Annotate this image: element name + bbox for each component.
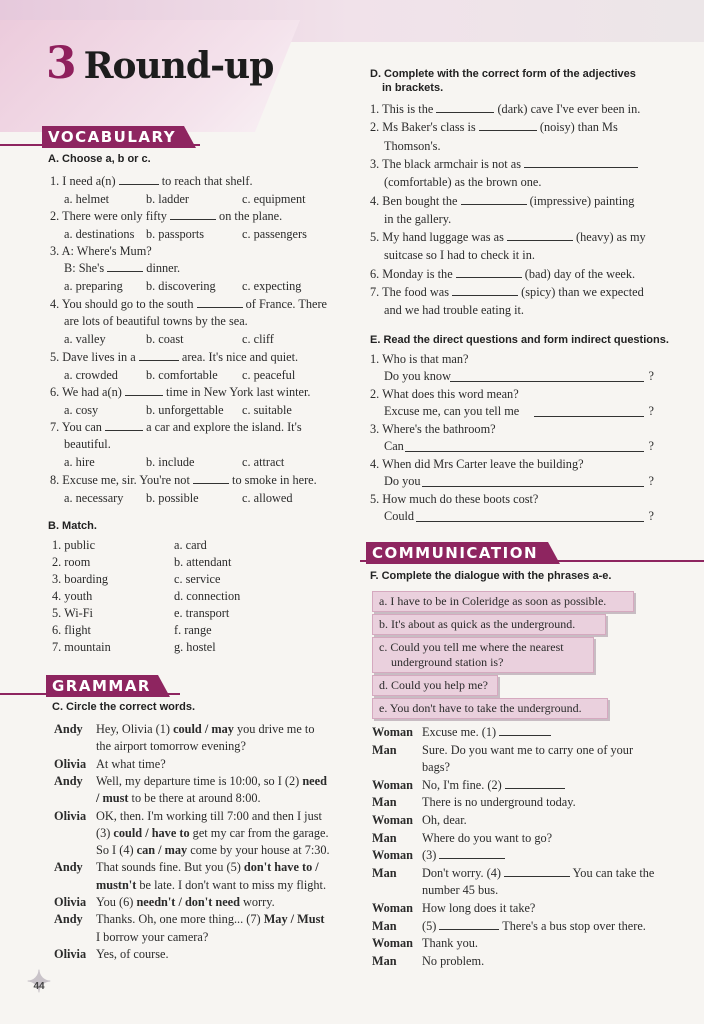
dialogue-text: You can take the bbox=[570, 865, 655, 880]
question-text: a car and explore the island. It's bbox=[143, 420, 302, 434]
dialogue-line-11 bbox=[422, 901, 535, 916]
vocab-question-4-cont: are lots of beautiful towns by the sea. bbox=[64, 314, 248, 328]
dialogue-text: come by your house at 7:30. bbox=[187, 843, 330, 858]
question-text: B: She's bbox=[64, 261, 108, 275]
dialogue-line-3 bbox=[422, 760, 450, 775]
grammar-line-13 bbox=[96, 930, 208, 945]
option-6-a: a. cosy bbox=[64, 403, 99, 417]
sentence-text: (noisy) than Ms bbox=[536, 120, 618, 135]
adjective-line-1 bbox=[370, 102, 640, 117]
option-8-c: c. allowed bbox=[242, 491, 293, 505]
match-right-d: d. connection bbox=[174, 589, 241, 603]
choice-options: need bbox=[302, 773, 327, 788]
indirect-answer-5 bbox=[384, 509, 654, 524]
dialogue-text: Well, my departure time is 10:00, so I (2) bbox=[96, 773, 303, 788]
dialogue-line-12 bbox=[422, 919, 646, 934]
indirect-answer-1 bbox=[384, 369, 654, 384]
grammar-line-8 bbox=[96, 843, 330, 858]
dialogue-text: That sounds fine. But you (5) bbox=[96, 860, 244, 875]
dialogue-text: Thanks. Oh, one more thing... (7) bbox=[96, 912, 264, 927]
answer-start: Could bbox=[384, 509, 415, 523]
answer-blank bbox=[422, 476, 644, 487]
speaker-man: Man bbox=[372, 742, 397, 757]
adjective-line-10 bbox=[370, 267, 635, 282]
question-text: 2. There were only fifty bbox=[50, 209, 170, 223]
sentence-text: 1. This is the bbox=[370, 102, 434, 116]
instruction-b: B. Match. bbox=[48, 520, 97, 532]
dialogue-text: number 45 bus. bbox=[422, 883, 499, 898]
speaker-woman: Woman bbox=[372, 725, 413, 739]
dialogue-text: Yes, of course. bbox=[96, 946, 169, 961]
speaker-woman: Woman bbox=[372, 777, 413, 792]
option-5-c: c. peaceful bbox=[242, 368, 296, 382]
sentence-text: 7. The food was bbox=[370, 285, 450, 299]
sentence-text: (bad) day of the week. bbox=[521, 266, 636, 281]
answer-blank bbox=[119, 174, 159, 185]
dialogue-text: (3) bbox=[422, 848, 437, 863]
vocab-question-2 bbox=[50, 209, 282, 224]
question-mark: ? bbox=[648, 369, 654, 383]
vocab-question-7 bbox=[50, 420, 302, 435]
option-8-a: a. necessary bbox=[64, 491, 124, 505]
grammar-line-9 bbox=[96, 860, 319, 875]
speaker-andy: Andy bbox=[54, 773, 83, 788]
match-right-e: e. transport bbox=[174, 606, 230, 620]
answer-blank bbox=[461, 194, 527, 205]
vocabulary-heading: VOCABULARY bbox=[42, 126, 184, 148]
question-text: 3. A: Where's Mum? bbox=[50, 244, 152, 258]
dialogue-text: There is no underground today. bbox=[422, 795, 576, 810]
option-3-b: b. discovering bbox=[146, 279, 216, 293]
dialogue-line-6 bbox=[422, 813, 467, 828]
match-right-c: c. service bbox=[174, 572, 221, 586]
dialogue-line-9 bbox=[422, 866, 654, 881]
answer-blank bbox=[534, 406, 644, 417]
dialogue-text: worry. bbox=[239, 895, 275, 909]
option-6-c: c. suitable bbox=[242, 403, 292, 417]
speaker-man: Man bbox=[372, 795, 397, 810]
dialogue-text: There's a bus stop over there. bbox=[499, 918, 646, 933]
dialogue-line-7 bbox=[422, 831, 552, 846]
option-4-a: a. valley bbox=[64, 332, 106, 346]
dialogue-text: You (6) bbox=[96, 895, 137, 909]
answer-blank bbox=[504, 866, 570, 877]
choice-options: / must bbox=[96, 791, 129, 806]
answer-blank bbox=[105, 420, 143, 431]
vocab-question-8 bbox=[50, 473, 317, 488]
speaker-man: Man bbox=[372, 918, 397, 933]
question-text: 4. You should go to the south bbox=[50, 297, 197, 311]
question-text: 1. I need a(n) bbox=[50, 174, 119, 188]
adjective-line-2 bbox=[370, 120, 618, 135]
grammar-line-2 bbox=[96, 739, 246, 754]
dialogue-text: Excuse me. (1) bbox=[422, 725, 497, 739]
sentence-text: in the gallery. bbox=[384, 211, 452, 226]
adjective-line-11 bbox=[370, 285, 644, 300]
dialogue-line-5 bbox=[422, 795, 576, 810]
answer-start: Do you bbox=[384, 474, 421, 488]
grammar-line-1 bbox=[96, 722, 314, 737]
choice-options: mustn't bbox=[96, 877, 137, 892]
grammar-line-10 bbox=[96, 878, 326, 893]
sentence-text: 5. My hand luggage was as bbox=[370, 230, 504, 245]
answer-start: Excuse me, can you tell me bbox=[384, 404, 520, 418]
option-7-c: c. attract bbox=[242, 455, 285, 469]
speaker-woman: Woman bbox=[372, 936, 413, 951]
vocab-question-7-cont: beautiful. bbox=[64, 437, 111, 451]
match-left-2: 2. room bbox=[52, 555, 91, 569]
grammar-line-12 bbox=[96, 912, 324, 927]
adjective-line-6 bbox=[370, 194, 634, 209]
direct-question-5: 5. How much do these boots cost? bbox=[370, 492, 539, 506]
option-8-b: b. possible bbox=[146, 491, 199, 505]
sentence-text: suitcase so I had to check it in. bbox=[384, 248, 535, 263]
dialogue-text: OK, then. I'm working till 7:00 and then I just bbox=[96, 808, 322, 823]
answer-blank bbox=[499, 725, 551, 736]
option-5-b: b. comfortable bbox=[146, 368, 218, 382]
answer-start: Do you know bbox=[384, 369, 451, 383]
unit-number: 3 bbox=[46, 38, 76, 89]
grammar-line-5 bbox=[96, 791, 261, 806]
match-left-1: 1. public bbox=[52, 538, 96, 552]
dialogue-text: No, I'm fine. (2) bbox=[422, 777, 502, 792]
instruction-f: F. Complete the dialogue with the phrases a-e. bbox=[370, 570, 612, 582]
option-4-b: b. coast bbox=[146, 332, 184, 346]
dialogue-text: Thank you. bbox=[422, 936, 479, 951]
option-4-c: c. cliff bbox=[242, 332, 274, 346]
speaker-olivia: Olivia bbox=[54, 895, 87, 909]
answer-blank bbox=[416, 511, 644, 522]
option-6-b: b. unforgettable bbox=[146, 403, 224, 417]
dialogue-line-1 bbox=[422, 725, 551, 740]
speaker-woman: Woman bbox=[372, 813, 413, 827]
grammar-line-14 bbox=[96, 947, 169, 962]
dialogue-text: At what time? bbox=[96, 756, 166, 771]
match-right-g: g. hostel bbox=[174, 640, 216, 654]
choice-options: don't have to / bbox=[243, 860, 319, 875]
phrase-b: b. It's about as quick as the underground. bbox=[372, 614, 606, 635]
dialogue-line-10 bbox=[422, 883, 498, 898]
choice-options: could / have to bbox=[113, 825, 190, 840]
sentence-text: (impressive) painting bbox=[526, 193, 635, 208]
answer-blank bbox=[436, 102, 494, 113]
speaker-man: Man bbox=[372, 953, 397, 968]
dialogue-text: the airport tomorrow evening? bbox=[96, 739, 246, 754]
option-2-c: c. passengers bbox=[242, 227, 307, 241]
option-5-a: a. crowded bbox=[64, 368, 118, 382]
grammar-line-7 bbox=[96, 826, 329, 841]
sentence-text: Thomson's. bbox=[384, 138, 441, 153]
question-mark: ? bbox=[648, 509, 654, 523]
match-left-3: 3. boarding bbox=[52, 572, 109, 586]
question-text: to reach that shelf. bbox=[158, 174, 253, 188]
sentence-text: 4. Ben bought the bbox=[370, 193, 458, 208]
direct-question-4: 4. When did Mrs Carter leave the building? bbox=[370, 457, 584, 471]
option-1-b: b. ladder bbox=[146, 192, 190, 206]
question-text: 8. Excuse me, sir. You're not bbox=[50, 473, 193, 487]
adjective-line-12 bbox=[384, 303, 524, 318]
answer-blank bbox=[405, 441, 644, 452]
question-text: 5. Dave lives in a bbox=[50, 350, 139, 364]
unit-title: Round-up bbox=[83, 45, 274, 87]
instruction-c: C. Circle the correct words. bbox=[52, 701, 196, 713]
speaker-andy: Andy bbox=[54, 912, 83, 927]
adjective-line-9 bbox=[384, 248, 535, 263]
speaker-andy: Andy bbox=[54, 860, 83, 875]
adjective-line-7 bbox=[384, 212, 451, 227]
option-7-b: b. include bbox=[146, 455, 195, 469]
question-text: area. It's nice and quiet. bbox=[178, 350, 299, 364]
sentence-text: (heavy) as my bbox=[572, 230, 646, 245]
sentence-text: and we had trouble eating it. bbox=[384, 303, 525, 318]
dialogue-line-14 bbox=[422, 954, 484, 969]
speaker-man: Man bbox=[372, 865, 397, 880]
match-right-b: b. attendant bbox=[174, 555, 232, 569]
adjective-line-5 bbox=[384, 175, 541, 190]
choice-options: May / Must bbox=[263, 912, 325, 927]
dialogue-line-4 bbox=[422, 778, 565, 793]
page-number: ✦ 44 bbox=[24, 972, 54, 1002]
indirect-answer-3 bbox=[384, 439, 654, 454]
choice-options: needn't / don't need bbox=[136, 895, 240, 909]
answer-blank bbox=[170, 209, 216, 220]
dialogue-text: Where do you want to go? bbox=[422, 830, 553, 845]
option-1-a: a. helmet bbox=[64, 192, 110, 206]
vocab-question-3-b bbox=[64, 261, 180, 276]
option-1-c: c. equipment bbox=[242, 192, 306, 206]
question-text: on the plane. bbox=[215, 209, 283, 223]
answer-blank bbox=[479, 120, 537, 131]
dialogue-line-2 bbox=[422, 743, 633, 758]
sentence-text: (comfortable) as the brown one. bbox=[384, 175, 542, 190]
speaker-olivia: Olivia bbox=[54, 946, 87, 961]
dialogue-line-13 bbox=[422, 936, 478, 951]
speaker-woman: Woman bbox=[372, 901, 413, 915]
sentence-text: 3. The black armchair is not as bbox=[370, 156, 522, 171]
dialogue-text: So I (4) bbox=[96, 843, 137, 858]
question-text: time in New York last winter. bbox=[162, 385, 311, 399]
phrase-d: d. Could you help me? bbox=[372, 675, 498, 696]
instruction-d-1: D. Complete with the correct form of the adjectives bbox=[370, 68, 636, 80]
match-left-5: 5. Wi-Fi bbox=[52, 606, 93, 620]
grammar-line-6 bbox=[96, 809, 322, 824]
vocab-question-5 bbox=[50, 350, 298, 365]
answer-blank bbox=[456, 267, 522, 278]
vocab-question-3 bbox=[50, 244, 152, 259]
question-text: of France. There bbox=[242, 297, 328, 311]
question-text: 7. You can bbox=[50, 420, 105, 434]
choice-options: could / may bbox=[173, 722, 234, 736]
dialogue-text: bags? bbox=[422, 760, 450, 775]
match-right-a: a. card bbox=[174, 538, 207, 552]
grammar-line-4 bbox=[96, 774, 327, 789]
match-left-7: 7. mountain bbox=[52, 640, 111, 654]
dialogue-text: (3) bbox=[96, 825, 114, 840]
instruction-d-2: in brackets. bbox=[382, 82, 444, 94]
speaker-andy: Andy bbox=[54, 722, 83, 736]
speaker-woman: Woman bbox=[372, 848, 413, 863]
page-title bbox=[46, 38, 273, 89]
sentence-text: 6. Monday is the bbox=[370, 266, 453, 281]
phrase-c bbox=[372, 637, 594, 673]
answer-blank bbox=[439, 919, 499, 930]
option-3-a: a. preparing bbox=[64, 279, 123, 293]
dialogue-text: get my car from the garage. bbox=[189, 825, 329, 840]
grammar-line-11 bbox=[96, 895, 275, 910]
answer-blank bbox=[524, 157, 638, 168]
answer-blank bbox=[439, 848, 505, 859]
option-2-b: b. passports bbox=[146, 227, 205, 241]
answer-blank bbox=[107, 261, 143, 272]
dialogue-text: No problem. bbox=[422, 953, 485, 968]
answer-blank bbox=[505, 778, 565, 789]
adjective-line-4 bbox=[370, 157, 638, 172]
adjective-line-3 bbox=[384, 139, 441, 154]
instruction-a: A. Choose a, b or c. bbox=[48, 153, 151, 165]
sentence-text: (spicy) than we expected bbox=[518, 285, 644, 299]
sentence-text: (dark) cave I've ever been in. bbox=[494, 102, 641, 116]
speaker-olivia: Olivia bbox=[54, 756, 87, 771]
answer-blank bbox=[193, 473, 229, 484]
answer-blank bbox=[452, 285, 518, 296]
grammar-heading: GRAMMAR bbox=[46, 675, 158, 697]
vocab-question-4 bbox=[50, 297, 327, 312]
answer-blank bbox=[139, 350, 179, 361]
phrase-c-line2: underground station is? bbox=[391, 655, 504, 669]
dialogue-text: I borrow your camera? bbox=[96, 929, 209, 944]
question-text: dinner. bbox=[143, 261, 181, 275]
dialogue-text: Hey, Olivia (1) bbox=[96, 722, 174, 736]
vocab-question-1 bbox=[50, 174, 253, 189]
dialogue-line-8 bbox=[422, 848, 505, 863]
grammar-line-3 bbox=[96, 757, 166, 772]
dialogue-text: Sure. Do you want me to carry one of your bbox=[422, 742, 634, 757]
question-mark: ? bbox=[648, 474, 654, 488]
phrase-c-line1: c. Could you tell me where the nearest bbox=[379, 640, 564, 654]
option-2-a: a. destinations bbox=[64, 227, 135, 241]
indirect-answer-4 bbox=[384, 474, 654, 489]
answer-blank bbox=[450, 371, 644, 382]
answer-blank bbox=[507, 230, 573, 241]
phrase-a: a. I have to be in Coleridge as soon as possible. bbox=[372, 591, 634, 612]
match-left-4: 4. youth bbox=[52, 589, 93, 603]
sentence-text: 2. Ms Baker's class is bbox=[370, 120, 476, 135]
direct-question-3: 3. Where's the bathroom? bbox=[370, 422, 496, 436]
answer-start: Can bbox=[384, 439, 404, 453]
dialogue-text: to be there at around 8:00. bbox=[128, 791, 261, 806]
vocab-question-6 bbox=[50, 385, 311, 400]
direct-question-1: 1. Who is that man? bbox=[370, 352, 469, 366]
indirect-answer-2 bbox=[384, 404, 654, 419]
match-right-f: f. range bbox=[174, 623, 212, 637]
direct-question-2: 2. What does this word mean? bbox=[370, 387, 519, 401]
answer-blank bbox=[125, 385, 163, 396]
answer-blank bbox=[197, 297, 243, 308]
dialogue-text: be late. I don't want to miss my flight. bbox=[136, 877, 327, 892]
dialogue-text: Oh, dear. bbox=[422, 813, 467, 827]
dialogue-text: (5) bbox=[422, 918, 437, 933]
option-3-c: c. expecting bbox=[242, 279, 302, 293]
option-7-a: a. hire bbox=[64, 455, 95, 469]
choice-options: can / may bbox=[136, 843, 188, 858]
match-left-6: 6. flight bbox=[52, 623, 91, 637]
dialogue-text: How long does it take? bbox=[422, 901, 536, 915]
adjective-line-8 bbox=[370, 230, 646, 245]
question-mark: ? bbox=[648, 439, 654, 453]
dialogue-text: Don't worry. (4) bbox=[422, 865, 501, 880]
question-text: 6. We had a(n) bbox=[50, 385, 125, 399]
instruction-e: E. Read the direct questions and form indirect questions. bbox=[370, 334, 669, 346]
communication-heading: COMMUNICATION bbox=[366, 542, 548, 564]
question-text: to smoke in here. bbox=[228, 473, 317, 487]
speaker-man: Man bbox=[372, 830, 397, 845]
phrase-e: e. You don't have to take the underground. bbox=[372, 698, 608, 719]
question-mark: ? bbox=[648, 404, 654, 418]
dialogue-text: you drive me to bbox=[233, 722, 315, 736]
speaker-olivia: Olivia bbox=[54, 808, 87, 823]
